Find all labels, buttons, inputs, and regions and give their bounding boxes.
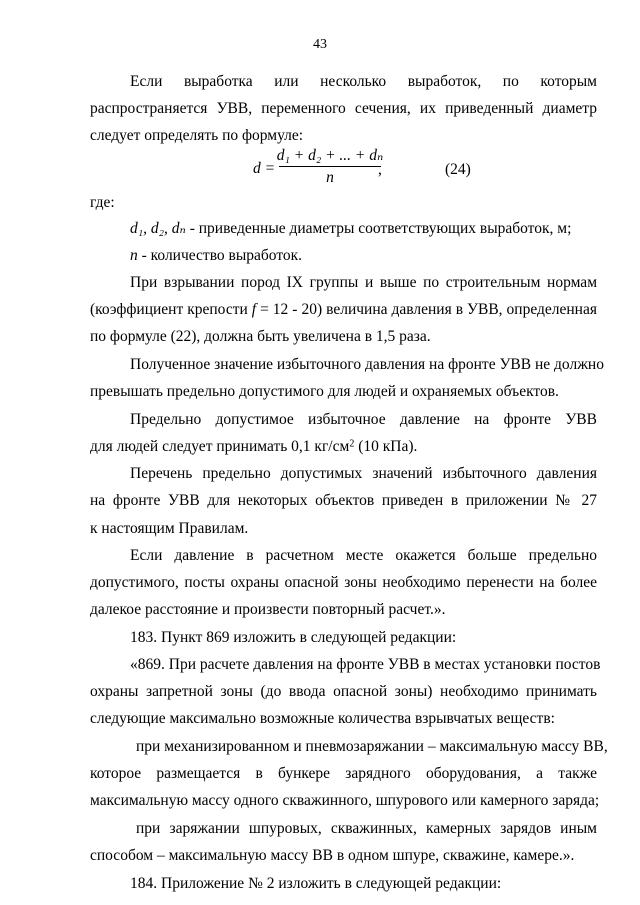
paragraph-10-line-1: при заряжании шпуровых, скважинных, камерных зарядов иным — [136, 820, 597, 837]
paragraph-3-line-1: Полученное значение избыточного давления на фронте УВВ не должно — [130, 356, 604, 373]
superscript-2: 2 — [349, 438, 355, 450]
paragraph-4-line-1: Предельно допустимое избыточное давление на фронте УВВ — [130, 411, 597, 428]
paragraph-9-line-3: максимальную массу одного скважинного, шпурового или камерного заряда; — [90, 792, 600, 809]
formula-comma: , — [378, 161, 382, 178]
paragraph-6-line-3: далекое расстояние и произвести повторный расчет.». — [90, 601, 446, 618]
paragraph-7-line-1: 183. Пункт 869 изложить в следующей редакции: — [130, 629, 457, 646]
paragraph-8-line-1: «869. При расчете давления на фронте УВВ в местах установки постов — [130, 656, 601, 673]
paragraph-6-line-2: допустимого, посты охраны опасной зоны необходимо перенести на более — [90, 574, 597, 591]
formula-numerator: d₁ + d₂ + ... + dₙ — [276, 147, 384, 164]
page-number: 43 — [313, 37, 327, 52]
definition-d-symbols: d₁, d₂, dₙ — [130, 220, 186, 237]
coefficient-f: f — [251, 301, 257, 318]
paragraph-2-line-2 — [90, 302, 597, 318]
paragraph-8-line-2: охраны запретной зоны (до ввода опасной зоны) необходимо принимать — [90, 683, 597, 700]
paragraph-9-line-2: которое размещается в бункере зарядного оборудования, а также — [90, 765, 597, 782]
formula-denominator: n — [326, 168, 334, 186]
definition-n-text: - количество выработок. — [137, 247, 303, 264]
paragraph-11-line-1: 184. Приложение № 2 изложить в следующей редакции: — [130, 875, 502, 892]
paragraph-2-line-2-b: = 12 - 20) величина давления в УВВ, определенная — [256, 301, 597, 318]
paragraph-1-line-1: Если выработка или несколько выработок, по которым — [130, 73, 597, 90]
paragraph-2-line-3: по формуле (22), должна быть увеличена в 1,5 раза. — [90, 328, 431, 345]
paragraph-5-line-1: Перечень предельно допустимых значений избыточного давления — [130, 465, 597, 482]
paragraph-8-line-3: следующие максимально возможные количества взрывчатых веществ: — [90, 710, 555, 727]
paragraph-1-line-2: распространяется УВВ, переменного сечения, их приведенный диаметр — [90, 100, 597, 117]
where-label: где: — [90, 194, 115, 211]
paragraph-5-line-3: к настоящим Правилам. — [90, 520, 249, 537]
paragraph-2-line-2-a: (коэффициент крепости — [90, 301, 252, 318]
formula-lhs: d = — [253, 160, 276, 177]
paragraph-2-line-1: При взрывании пород IX группы и выше по строительным нормам — [130, 274, 597, 291]
paragraph-3-line-2: превышать предельно допустимого для людей и охраняемых объектов. — [90, 383, 559, 400]
paragraph-6-line-1: Если давление в расчетном месте окажется больше предельно — [130, 547, 597, 564]
definition-n-symbol: n — [130, 247, 138, 264]
formula-fraction — [275, 148, 385, 185]
paragraph-10-line-2: способом – максимальную массу ВВ в одном шпуре, скважине, камере.». — [90, 847, 575, 864]
definition-n — [130, 248, 597, 264]
definition-d-text: - приведенные диаметры соответствующих выработок, м; — [185, 220, 572, 237]
paragraph-9-line-1: при механизированном и пневмозаряжании – максимальную массу ВВ, — [136, 738, 608, 755]
paragraph-5-line-2: на фронте УВВ для некоторых объектов приведен в приложении № 27 — [90, 492, 597, 509]
paragraph-1-line-3: следует определять по формуле: — [90, 127, 304, 144]
formula-24 — [253, 148, 633, 198]
equation-number: (24) — [445, 161, 471, 178]
definition-d — [130, 221, 597, 237]
paragraph-4-line-2-b: (10 кПа). — [354, 438, 418, 455]
paragraph-4-line-2-a: для людей следует принимать 0,1 кг/см — [90, 438, 350, 455]
paragraph-4-line-2 — [90, 439, 597, 455]
